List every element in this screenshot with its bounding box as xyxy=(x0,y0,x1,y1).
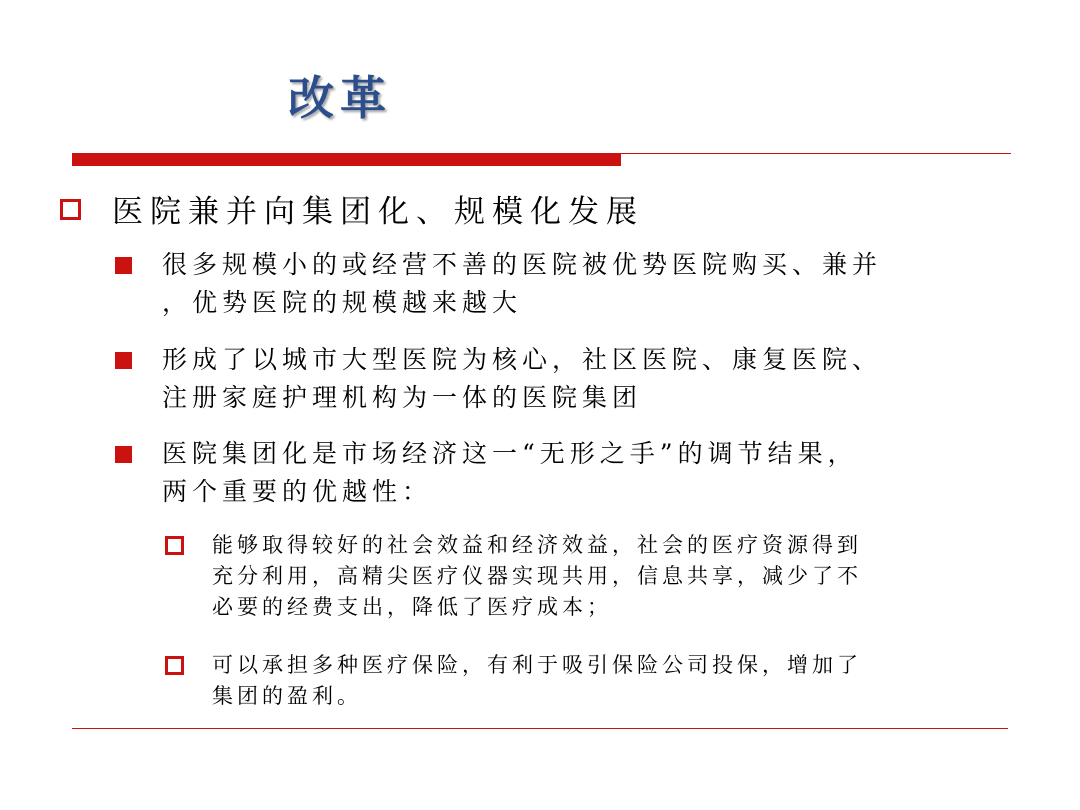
level3-item xyxy=(212,530,1042,623)
level2-item xyxy=(162,435,1042,511)
level2-item-line: 注册家庭护理机构为一体的医院集团 xyxy=(162,383,643,412)
hollow-square-bullet-icon xyxy=(165,536,184,555)
level2-item-line: 医院集团化是市场经济这一“无形之手”的调节结果， xyxy=(162,439,858,468)
level3-item-line: 可以承担多种医疗保险，有利于吸引保险公司投保，增加了 xyxy=(212,653,862,677)
level1-heading: 医院兼并向集团化、规模化发展 xyxy=(112,194,644,230)
hollow-square-bullet-icon xyxy=(165,656,184,675)
level3-item-line: 必要的经费支出，降低了医疗成本； xyxy=(212,595,612,619)
solid-square-bullet-icon xyxy=(115,352,132,369)
hollow-square-bullet-icon xyxy=(60,199,81,220)
level3-item xyxy=(212,650,1042,712)
footer-divider xyxy=(72,728,1008,729)
slide-title: 改革 xyxy=(288,71,392,125)
title-underline-thick xyxy=(72,153,621,166)
level3-item-line: 充分利用，高精尖医疗仪器实现共用，信息共享，减少了不 xyxy=(212,564,862,588)
title-underline-thin xyxy=(621,153,1011,154)
level2-item xyxy=(162,341,1042,417)
level2-item-line: 形成了以城市大型医院为核心，社区医院、康复医院、 xyxy=(162,345,883,374)
level3-item-line: 能够取得较好的社会效益和经济效益，社会的医疗资源得到 xyxy=(212,533,862,557)
level2-item-line: 很多规模小的或经营不善的医院被优势医院购买、兼并 xyxy=(162,250,883,279)
level2-item-line: 两个重要的优越性： xyxy=(162,477,433,506)
level2-item-line: ，优势医院的规模越来越大 xyxy=(162,288,523,317)
level3-item-line: 集团的盈利。 xyxy=(212,684,362,708)
solid-square-bullet-icon xyxy=(115,257,132,274)
solid-square-bullet-icon xyxy=(115,446,132,463)
level2-item xyxy=(162,246,1042,322)
